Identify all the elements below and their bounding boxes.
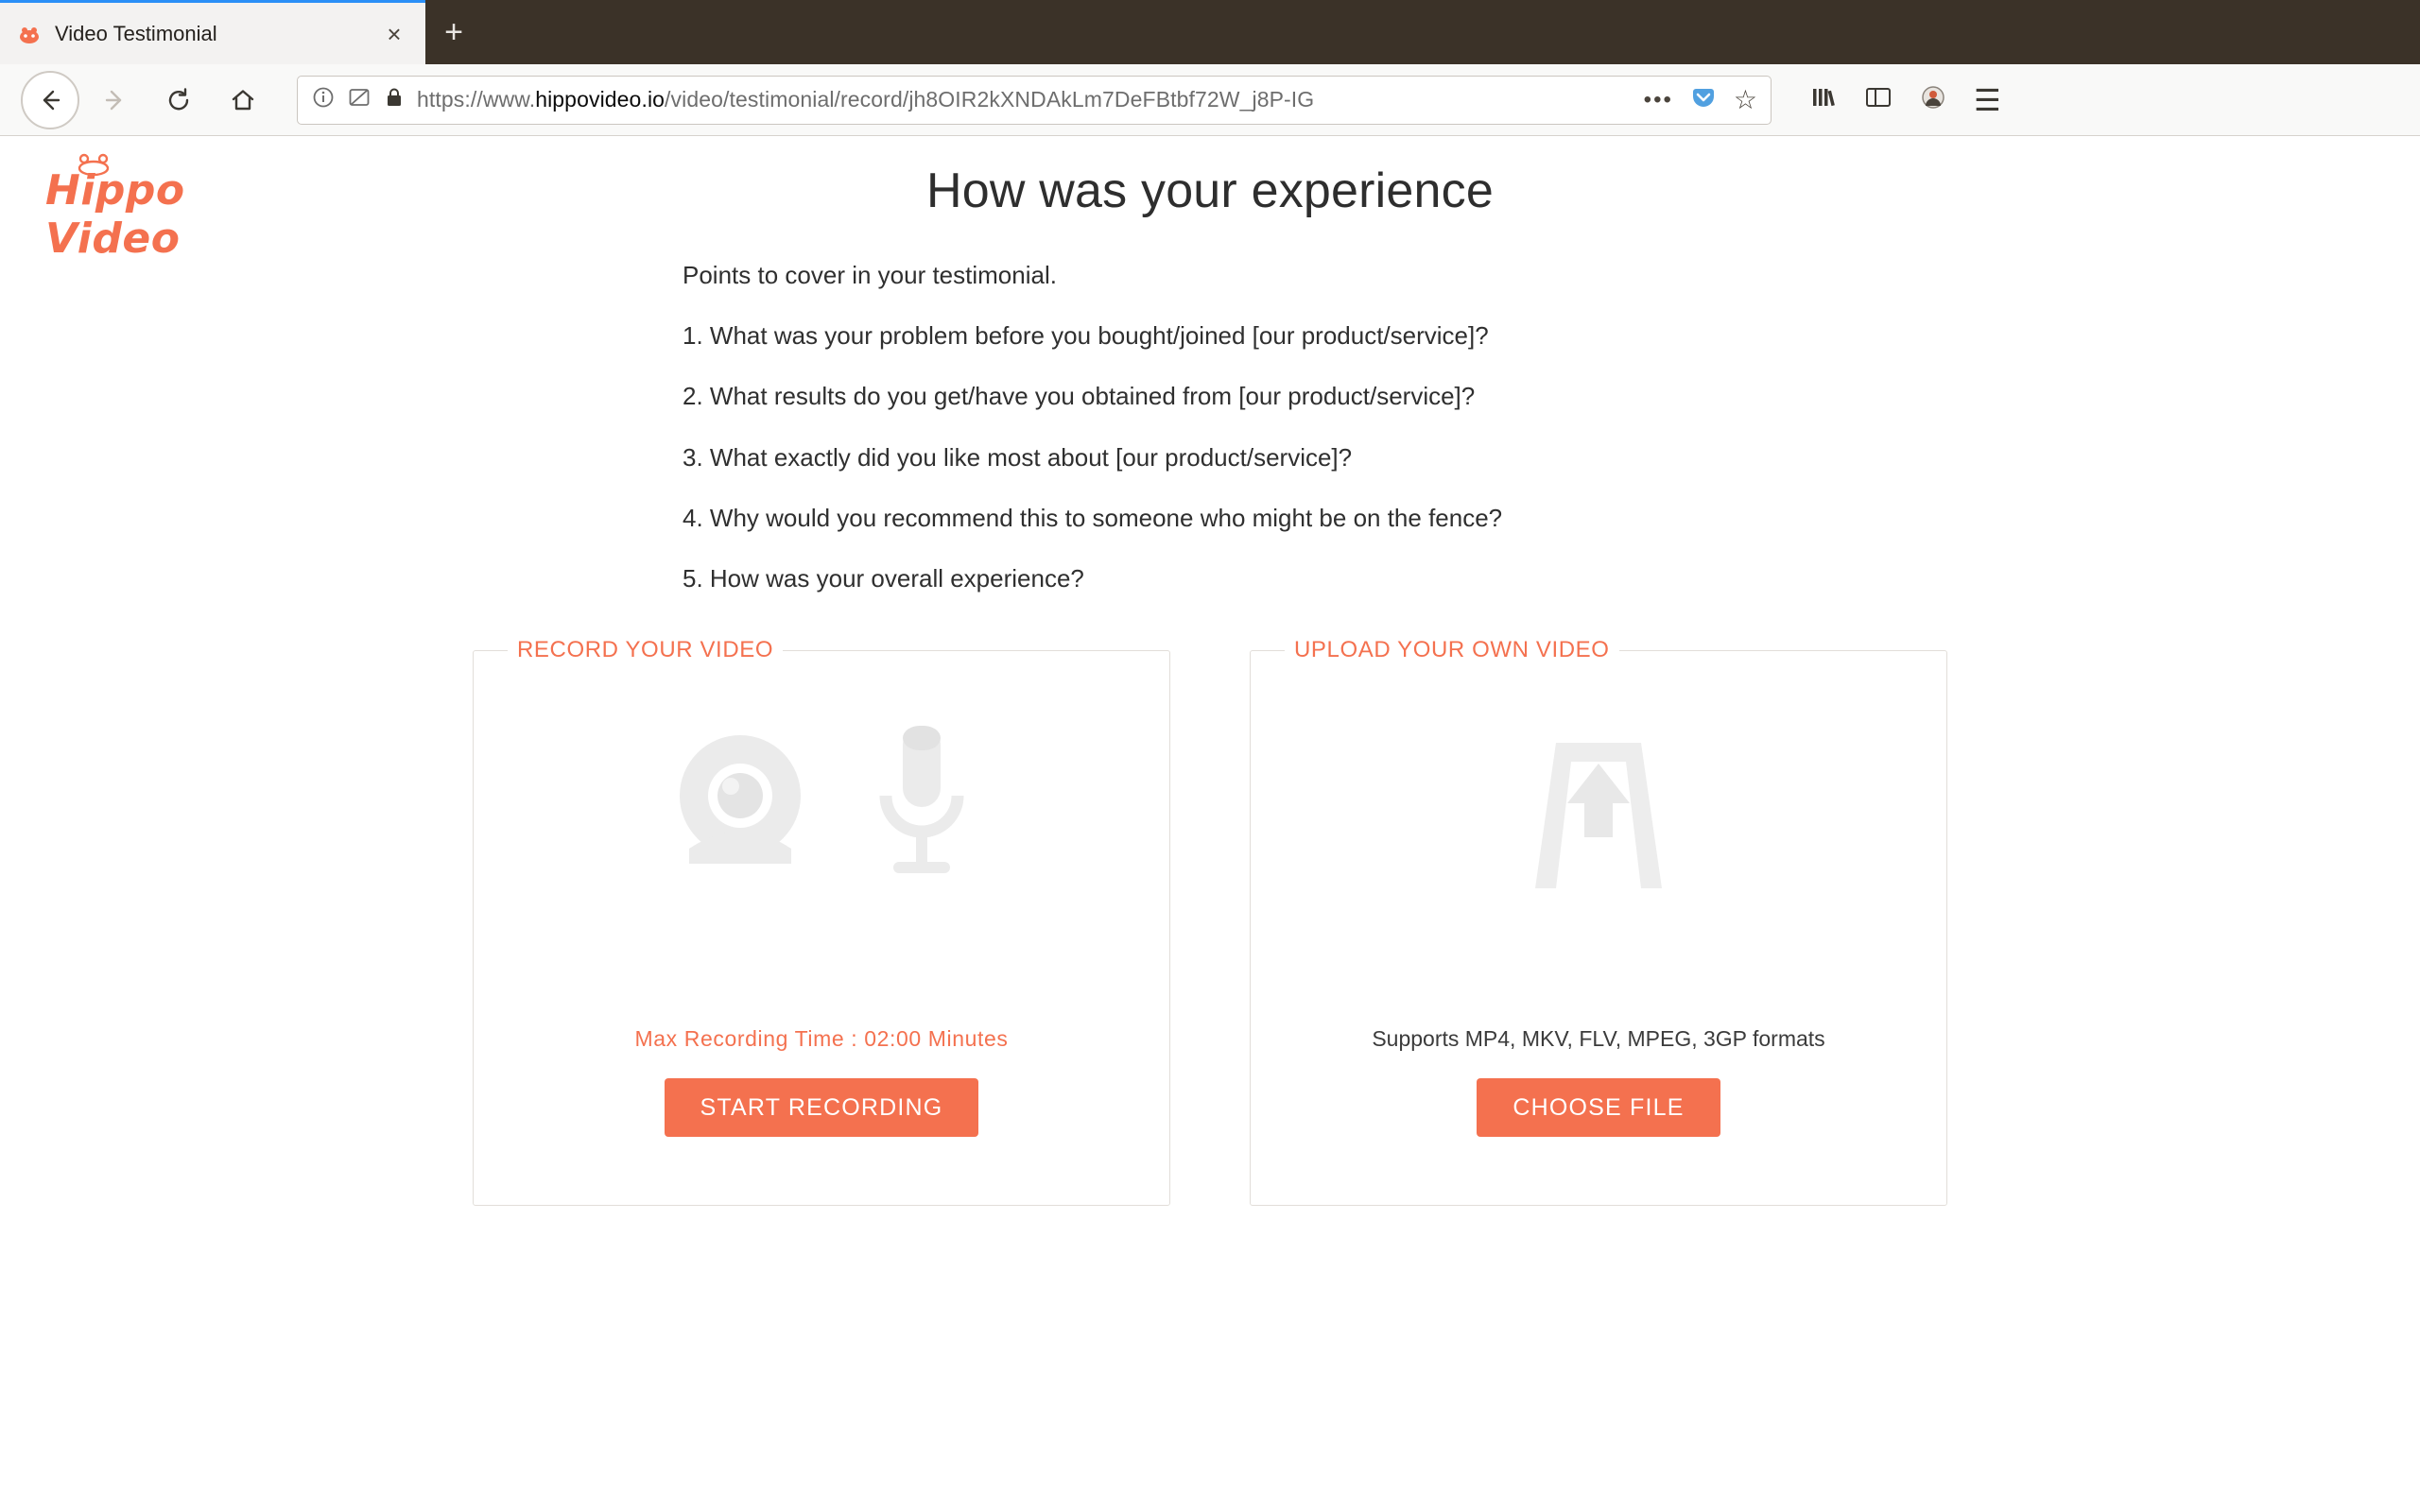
points-intro: Points to cover in your testimonial. bbox=[683, 261, 1057, 289]
start-recording-button[interactable]: START RECORDING bbox=[665, 1078, 979, 1137]
record-panel-legend: RECORD YOUR VIDEO bbox=[508, 637, 783, 663]
max-recording-time-note: Max Recording Time : 02:00 Minutes bbox=[634, 1026, 1009, 1052]
main-content bbox=[473, 136, 1947, 1206]
close-icon[interactable]: × bbox=[387, 19, 402, 48]
new-tab-button[interactable]: + bbox=[444, 13, 463, 50]
hippo-logo-icon bbox=[72, 151, 115, 176]
library-icon[interactable] bbox=[1809, 83, 1838, 116]
lock-icon bbox=[383, 85, 406, 114]
site-logo[interactable] bbox=[45, 166, 301, 263]
page-title: How was your experience bbox=[926, 163, 1494, 218]
navigation-toolbar bbox=[0, 64, 2420, 136]
upload-panel-legend: UPLOAD YOUR OWN VIDEO bbox=[1285, 637, 1619, 663]
testimonial-points bbox=[473, 261, 1947, 593]
url-prefix: https://www. bbox=[417, 87, 536, 112]
home-icon[interactable] bbox=[214, 71, 272, 129]
reload-icon[interactable] bbox=[149, 71, 208, 129]
url-text[interactable] bbox=[417, 87, 1633, 112]
forward-icon[interactable] bbox=[85, 71, 144, 129]
microphone-icon bbox=[865, 720, 978, 895]
point-item: 1. What was your problem before you bought/joined [our product/service]? bbox=[683, 321, 1489, 351]
menu-icon[interactable]: ☰ bbox=[1974, 82, 2001, 117]
tab-video-testimonial[interactable] bbox=[0, 0, 425, 64]
upload-icon[interactable] bbox=[1518, 720, 1679, 895]
account-icon[interactable] bbox=[1919, 83, 1947, 116]
point-item: 3. What exactly did you like most about [our product/service]? bbox=[683, 442, 1353, 472]
address-bar[interactable] bbox=[297, 76, 1772, 125]
choose-file-button[interactable]: CHOOSE FILE bbox=[1477, 1078, 1720, 1137]
page-content bbox=[0, 136, 2420, 1512]
page-info-icon[interactable] bbox=[311, 85, 336, 114]
upload-video-panel bbox=[1250, 637, 1947, 1206]
browser-toolbar-actions bbox=[1796, 82, 2001, 118]
record-video-panel bbox=[473, 637, 1170, 1206]
supported-formats-note: Supports MP4, MKV, FLV, MPEG, 3GP formats bbox=[1372, 1026, 1825, 1052]
bookmark-star-icon[interactable]: ☆ bbox=[1733, 85, 1757, 114]
hippo-favicon-icon bbox=[17, 22, 42, 46]
page-actions-icon[interactable]: ••• bbox=[1643, 86, 1673, 112]
pocket-icon[interactable] bbox=[1690, 85, 1717, 114]
url-domain: hippovideo.io bbox=[535, 87, 666, 112]
point-item: 4. Why would you recommend this to someone who might be on the fence? bbox=[683, 503, 1503, 532]
tab-strip bbox=[0, 0, 2420, 64]
point-item: 5. How was your overall experience? bbox=[683, 563, 1084, 593]
back-icon[interactable] bbox=[21, 71, 79, 129]
point-item: 2. What results do you get/have you obtained from [our product/service]? bbox=[683, 382, 1476, 411]
webcam-icon bbox=[665, 720, 816, 895]
action-panels bbox=[473, 637, 1947, 1206]
site-logo-text: Hippo Video bbox=[45, 166, 185, 263]
tab-title: Video Testimonial bbox=[55, 21, 217, 45]
tracking-protection-icon[interactable] bbox=[347, 85, 372, 114]
sidebar-icon[interactable] bbox=[1864, 83, 1893, 116]
url-path: /video/testimonial/record/jh8OIR2kXNDAkLm7DeFBtbf72W_j8P-IG bbox=[665, 87, 1315, 112]
record-icons bbox=[665, 715, 978, 895]
upload-icons bbox=[1518, 715, 1679, 895]
